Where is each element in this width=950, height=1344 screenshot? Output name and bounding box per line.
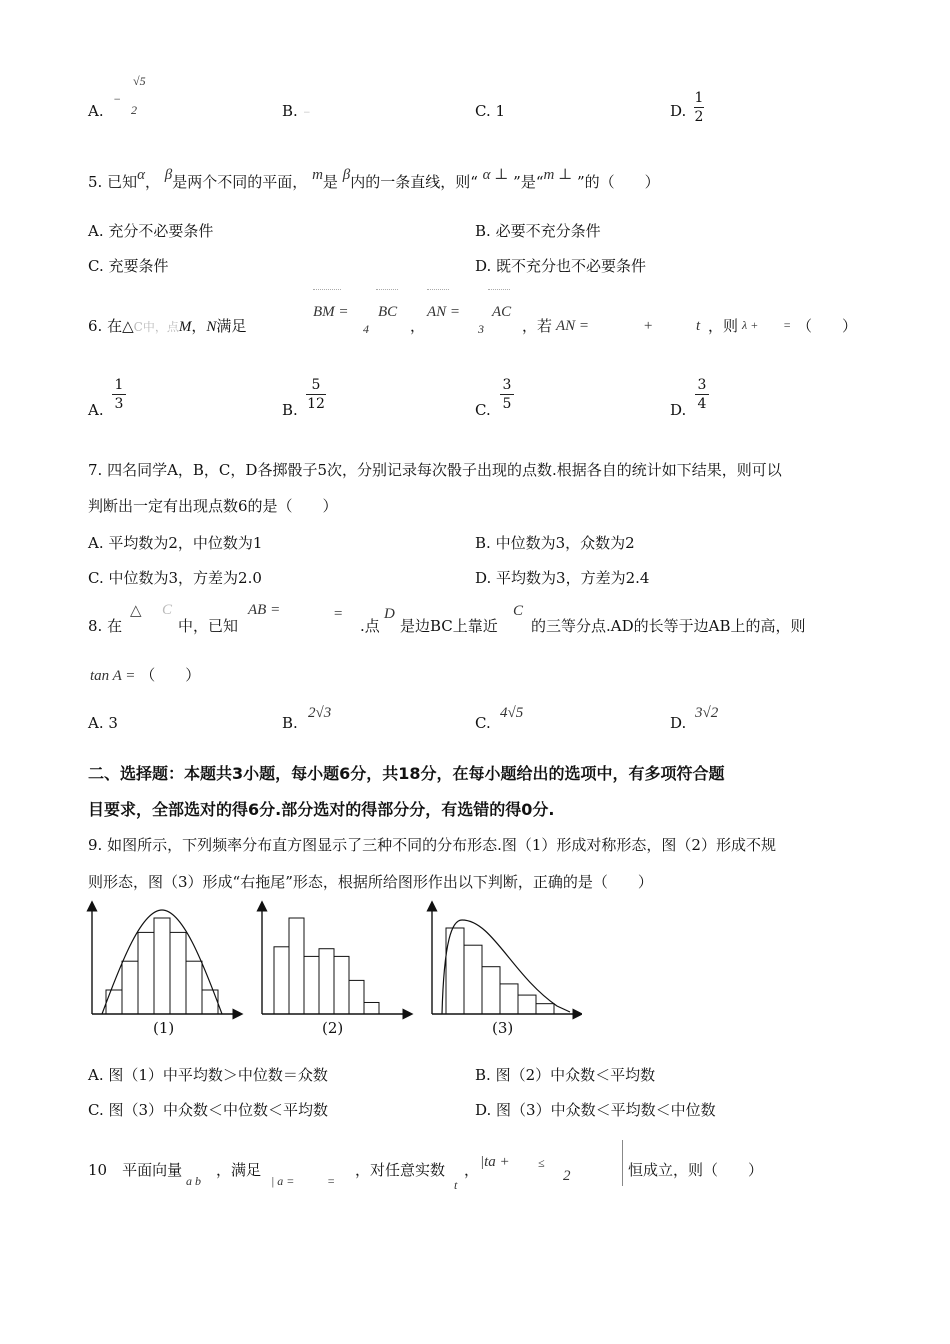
h2-bar <box>334 956 349 1014</box>
q4-option-a: A. <box>88 102 104 120</box>
h3-bar <box>518 995 536 1014</box>
fig-label-3: (3) <box>492 1019 514 1037</box>
q10-expr: |ta + <box>480 1154 510 1170</box>
q5-option-a: A. 充分不必要条件 <box>88 222 214 240</box>
h1-bar <box>186 961 202 1014</box>
q5-option-d: D. 既不充分也不必要条件 <box>475 257 647 275</box>
fig-label-1: (1) <box>153 1019 175 1037</box>
h1-bar <box>154 918 170 1014</box>
q8-option-b: B. <box>282 714 298 732</box>
q4-option-d-frac: $\frac{1}{2}$ <box>694 90 704 125</box>
section2-heading-line2: 目要求，全部选对的得6分.部分选对的得部分分，有选错的得0分. <box>88 800 555 819</box>
q8-eq: = <box>333 606 344 622</box>
q8-c: C <box>162 602 173 618</box>
q7-option-c: C. 中位数为3，方差为2.0 <box>88 569 262 587</box>
q6-arrow-an <box>427 289 449 290</box>
h1-bar <box>106 990 122 1014</box>
q6-an2: AN = <box>556 318 590 334</box>
q9-option-b: B. 图（2）中众数＜平均数 <box>475 1066 656 1084</box>
q8-mid: 是边BC上靠近 <box>400 617 498 635</box>
q6-stem-prefix: 6. 在△C中，点M，N满足 <box>88 317 247 335</box>
histogram-1 <box>92 906 238 1014</box>
q10-ab: a b <box>186 1174 201 1188</box>
q4-option-d: D. <box>670 102 687 120</box>
q10-cond: | a = <box>271 1174 295 1188</box>
q6-ruo: ，若 <box>522 317 553 335</box>
q8-option-a: A. 3 <box>88 714 118 732</box>
q10-comma: ， <box>464 1161 480 1179</box>
h1-bar <box>170 932 186 1014</box>
q8-tail: 的三等分点.AD的长等于边AB上的高，则 <box>531 617 806 635</box>
q10-le: ≤ <box>538 1156 545 1170</box>
q6-option-a: A. <box>88 401 104 419</box>
q10-eq: = <box>327 1174 336 1188</box>
h1-bar <box>122 961 138 1014</box>
q5-option-c: C. 充要条件 <box>88 257 169 275</box>
q10-num: 10 平面向量 <box>88 1161 183 1179</box>
q8-option-b-value: 2√3 <box>308 705 332 721</box>
q10-abs-bar <box>622 1140 623 1186</box>
q7-option-a: A. 平均数为2，中位数为1 <box>88 534 263 552</box>
q4-option-a-minus: − <box>113 92 122 106</box>
q6-bm: BM = <box>313 304 349 320</box>
q6-bc: BC <box>378 304 398 320</box>
q6-option-b: B. <box>282 401 298 419</box>
q6-paren: （ ） <box>797 317 858 335</box>
q5-stem: 5. 已知α， β是两个不同的平面， m是 β内的一条直线，则“ α ⊥ ”是“m ⊥ ”的（ ） <box>88 167 660 191</box>
q6-lambda: λ + <box>742 318 759 332</box>
q8-option-c-value: 4√5 <box>500 705 524 721</box>
q6-bm-den: 4 <box>363 322 369 336</box>
h3-bar <box>482 967 500 1014</box>
q6-plus: + <box>643 318 654 334</box>
q6-option-b-frac: $\frac{5}{12}$ <box>307 377 325 412</box>
histogram-1-curve <box>102 910 222 1014</box>
q6-comma: ， <box>410 317 426 335</box>
histogram-3-curve <box>442 920 570 1014</box>
q6-option-c-frac: $\frac{3}{5}$ <box>500 377 514 412</box>
q9-stem-line2: 则形态，图（3）形成“右拖尾”形态，根据所给图形作出以下判断，正确的是（ ） <box>88 873 653 891</box>
h3-bar <box>464 945 482 1014</box>
q7-option-d: D. 平均数为3，方差为2.4 <box>475 569 650 587</box>
q7-option-b: B. 中位数为3，众数为2 <box>475 534 635 552</box>
q7-stem-line1: 7. 四名同学A，B，C，D各掷骰子5次，分别记录每次骰子出现的点数.根据各自的统计如下结果，则可以 <box>88 461 782 479</box>
q8-c2: C <box>513 603 524 619</box>
q6-ac: AC <box>492 304 512 320</box>
q6-option-d-frac: $\frac{3}{4}$ <box>695 377 709 412</box>
q9-option-d: D. 图（3）中众数＜平均数＜中位数 <box>475 1101 716 1119</box>
q8-d: D <box>384 606 395 622</box>
q4-option-a-den: 2 <box>131 103 137 117</box>
q6-eq: = <box>783 318 792 332</box>
q9-option-c: C. 图（3）中众数＜中位数＜平均数 <box>88 1101 329 1119</box>
q10-b: ，满足 <box>216 1161 262 1179</box>
h3-bar <box>536 1004 554 1014</box>
q10-t: t <box>454 1178 458 1192</box>
h2-bar <box>289 918 304 1014</box>
q6-an: AN = <box>427 304 461 320</box>
q8-option-d-value: 3√2 <box>695 705 719 721</box>
q6-t: t <box>696 318 701 334</box>
q4-option-c: C. 1 <box>475 102 506 120</box>
h3-bar <box>500 984 518 1014</box>
q9-option-a: A. 图（1）中平均数＞中位数＝众数 <box>88 1066 328 1084</box>
q5-option-b: B. 必要不充分条件 <box>475 222 601 240</box>
q6-option-a-frac: $\frac{1}{3}$ <box>112 377 126 412</box>
q8-dian: .点 <box>360 617 380 635</box>
q8-ab: AB = <box>248 602 281 618</box>
q6-option-d: D. <box>670 401 687 419</box>
q9-stem-line1: 9. 如图所示，下列频率分布直方图显示了三种不同的分布形态.图（1）形成对称形态，图（2）形成不规 <box>88 836 776 854</box>
fig-label-2: (2) <box>322 1019 344 1037</box>
q8-option-c: C. <box>475 714 491 732</box>
h1-bar <box>202 990 218 1014</box>
q6-option-c: C. <box>475 401 491 419</box>
q10-c: ，对任意实数 <box>355 1161 446 1179</box>
q7-stem-line2: 判断出一定有出现点数6的是（ ） <box>88 497 338 515</box>
q6-an-den: 3 <box>478 322 484 336</box>
q6-arrow-bm <box>313 289 341 290</box>
histogram-2 <box>262 906 408 1014</box>
h2-bar <box>274 947 289 1014</box>
h2-bar <box>304 956 319 1014</box>
q6-arrow-ac <box>488 289 510 290</box>
h2-bar <box>364 1002 379 1014</box>
section2-heading-line1: 二、选择题：本题共3小题，每小题6分，共18分，在每小题给出的选项中，有多项符合题 <box>88 764 725 783</box>
h1-bar <box>138 932 154 1014</box>
q8-zhong: 中，已知 <box>178 617 239 635</box>
q4-option-a-num: √5 <box>133 74 146 88</box>
q8-option-d: D. <box>670 714 687 732</box>
q6-arrow-bc <box>376 289 398 290</box>
q4-option-b: B. − <box>282 102 311 120</box>
histogram-3 <box>432 906 578 1014</box>
q8-tan: tan A = （ ） <box>90 666 201 684</box>
q6-ze: ，则 <box>708 317 739 335</box>
q10-d: 恒成立，则（ ） <box>628 1161 764 1179</box>
h2-bar <box>319 949 334 1014</box>
q10-two: 2 <box>563 1168 571 1184</box>
q8-num: 8. 在 <box>88 617 123 635</box>
h2-bar <box>349 980 364 1014</box>
q8-tri: △ <box>130 601 142 619</box>
